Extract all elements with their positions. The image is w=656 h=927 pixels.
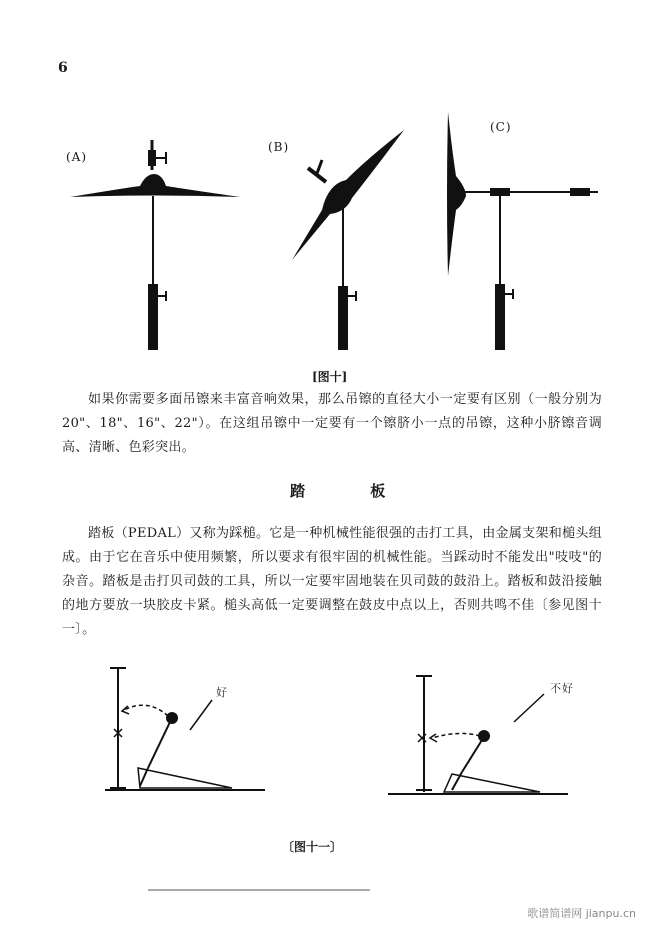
section-title: 踏 板 — [290, 482, 416, 500]
figure-10-caption: [图十] — [312, 370, 348, 384]
pedal-paragraph-text: 踏板（PEDAL）又称为踩槌。它是一种机械性能很强的击打工具，由金属支架和槌头组成。由于它在音乐中使用频繁，所以要求有很牢固的机械性能。当踩动时不能发出"吱吱"的杂音。踏板是击打贝司鼓的工具，所以一定要牢固地装在贝司鼓的鼓沿上。踏板和鼓沿接触的地方要放一块胶皮卡紧。槌头高低一定要调整在鼓皮中点以上，否则共鸣不佳〔参见图十一〕。 — [62, 526, 602, 637]
pedal-paragraph — [62, 522, 602, 642]
figure-10-drawing — [0, 0, 656, 380]
label-good: 好 — [216, 686, 228, 699]
figure-label-a: (A) — [66, 150, 88, 164]
pedal-diagram-good — [105, 668, 265, 790]
label-bad: 不好 — [550, 682, 574, 695]
figure-label-c: (C) — [490, 120, 512, 134]
pedal-diagram-bad — [388, 676, 568, 794]
cymbal-paragraph-text: 如果你需要多面吊镲来丰富音响效果，那么吊镲的直径大小一定要有区别（一般分别为20"、18"、16"、22"）。在这组吊镲中一定要有一个镲脐小一点的吊镲，这种小脐镲音调高、清晰、色彩突出。 — [62, 392, 602, 455]
cymbal-stand-a — [70, 140, 240, 350]
page-number: 6 — [58, 60, 68, 76]
cymbal-stand-b — [292, 130, 404, 350]
figure-label-b: (B) — [268, 140, 290, 154]
watermark: 歌谱简谱网 jianpu.cn — [527, 907, 636, 920]
figure-11-caption: 〔图十一〕 — [282, 840, 343, 854]
cymbal-stand-c — [447, 112, 598, 350]
cymbal-paragraph — [62, 388, 602, 460]
